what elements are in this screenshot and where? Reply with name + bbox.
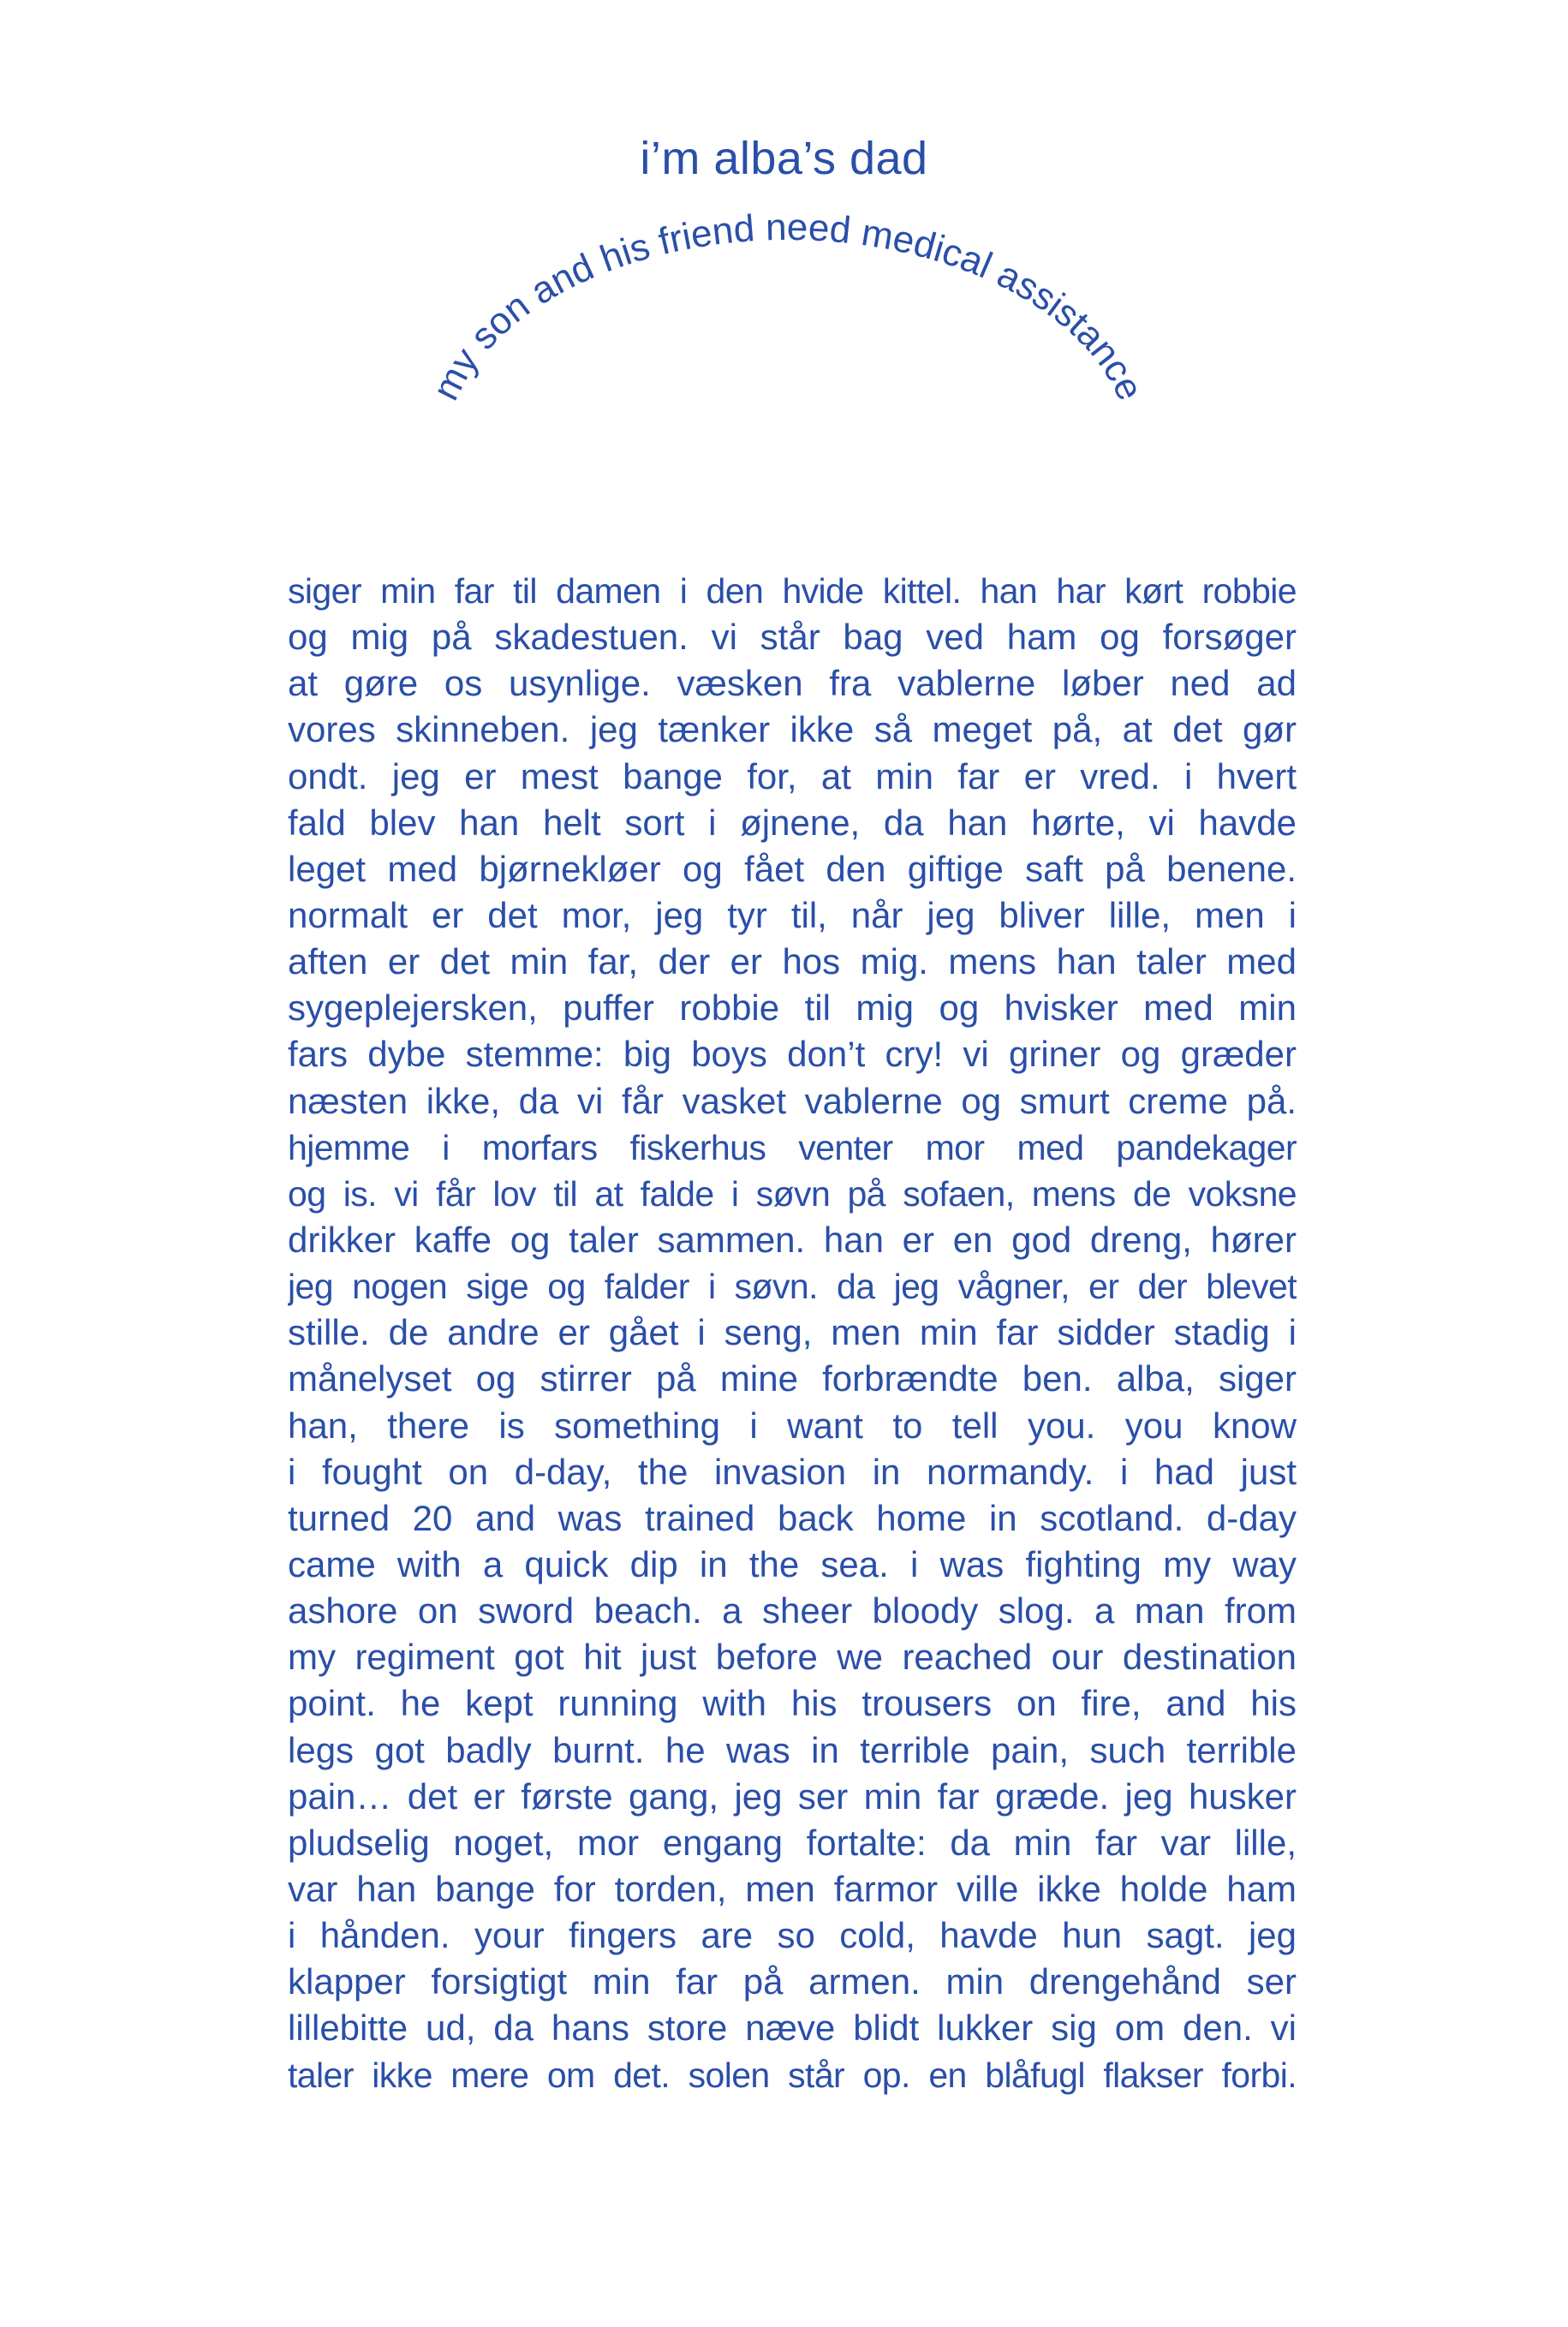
body-line: og mig på skadestuen. vi står bag ved ham og forsøger [288,617,1297,658]
body-line: turned 20 and was trained back home in scotland. d-day [288,1497,1297,1538]
body-line: fald blev han helt sort i øjnene, da han hørte, vi havde [288,802,1297,843]
body-line: pludselig noget, mor engang fortalte: da min far var lille, [288,1822,1297,1863]
body-line: lillebitte ud, da hans store næve blidt lukker sig om den. vi [288,2008,1297,2049]
body-line: i hånden. your fingers are so cold, havde hun sagt. jeg [288,1915,1297,1956]
body-line: var han bange for torden, men farmor ville ikke holde ham [288,1868,1297,1909]
body-line: came with a quick dip in the sea. i was fighting my way [288,1543,1297,1584]
body-line: jeg nogen sige og falder i søvn. da jeg vågner, er der blevet [288,1267,1297,1307]
body-line: ondt. jeg er mest bange for, at min far er vred. i hvert [288,755,1297,797]
body-line: stille. de andre er gået i seng, men min far sidder stadig i [288,1312,1297,1353]
body-line: aften er det min far, der er hos mig. mens han taler med [288,941,1297,982]
body-line: point. he kept running with his trousers on fire, and his [288,1683,1297,1724]
curved-subtitle-textpath: my son and his friend need medical assistance [424,206,1152,407]
curved-subtitle [0,0,1568,600]
body-line: næsten ikke, da vi får vasket vablerne og smurt creme på. [288,1080,1297,1121]
body-line: pain… det er første gang, jeg ser min far græde. jeg husker [288,1775,1297,1817]
body-line: taler ikke mere om det. solen står op. en blåfugl flakser forbi. [288,2055,1297,2095]
body-line: siger min far til damen i den hvide kittel. han har kørt robbie [288,571,1297,611]
body-text [288,568,1297,2098]
body-line: i fought on d-day, the invasion in normandy. i had just [288,1451,1297,1492]
body-line: my regiment got hit just before we reached our destination [288,1637,1297,1678]
body-line: månelyset og stirrer på mine forbrændte ben. alba, siger [288,1358,1297,1399]
body-line: at gøre os usynlige. væsken fra vablerne løber ned ad [288,663,1297,704]
body-line: normalt er det mor, jeg tyr til, når jeg bliver lille, men i [288,894,1297,935]
body-line: vores skinneben. jeg tænker ikke så meget på, at det gør [288,709,1297,750]
body-line: fars dybe stemme: big boys don’t cry! vi griner og græder [288,1034,1297,1075]
curved-subtitle-text [425,206,1151,407]
body-line: ashore on sword beach. a sheer bloody slog. a man from [288,1590,1297,1632]
body-line: klapper forsigtigt min far på armen. min drengehånd ser [288,1961,1297,2002]
body-line: leget med bjørnekløer og fået den giftige saft på benene. [288,848,1297,889]
body-line: sygeplejersken, puffer robbie til mig og hvisker med min [288,987,1297,1029]
body-line: drikker kaffe og taler sammen. han er en god dreng, hører [288,1219,1297,1260]
body-line: legs got badly burnt. he was in terrible pain, such terrible [288,1729,1297,1770]
body-line: hjemme i morfars fiskerhus venter mor med pandekager [288,1127,1297,1167]
body-line: han, there is something i want to tell you. you know [288,1405,1297,1446]
page-title: i’m alba’s dad [640,133,928,184]
body-line: og is. vi får lov til at falde i søvn på sofaen, mens de voksne [288,1173,1297,1214]
